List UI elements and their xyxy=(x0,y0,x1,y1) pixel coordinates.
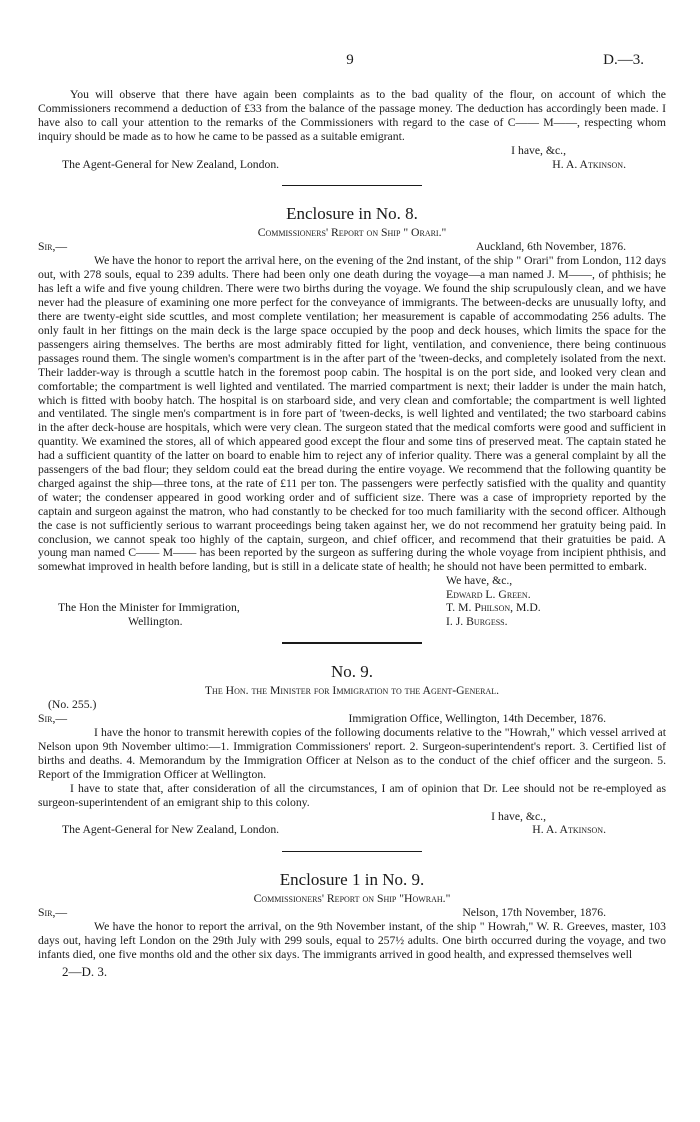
no9-signature: H. A. Atkinson. xyxy=(532,823,606,837)
no9-subtitle: The Hon. the Minister for Immigration to the Agent-General. xyxy=(204,684,500,698)
enclosure1-no9-title: Enclosure 1 in No. 9. xyxy=(279,870,425,890)
section-divider xyxy=(282,642,422,644)
sheet-reference: 2—D. 3. xyxy=(62,964,108,980)
section-divider xyxy=(282,185,422,186)
enclosure8-addressee-line2: Wellington. xyxy=(128,614,183,628)
enclosure8-signatories xyxy=(446,574,666,628)
signatory-name: Edward L. Green. xyxy=(446,587,531,601)
enclosure8-subtitle: Commissioners' Report on Ship " Orari." xyxy=(257,226,447,240)
enclosure8-salutation: Sir,— xyxy=(38,240,68,254)
no9-title: No. 9. xyxy=(330,662,374,682)
enclosure8-title: Enclosure in No. 8. xyxy=(286,204,418,224)
letter1-body: You will observe that there have again been complaints as to the bad quality of the flour, on account of which the Commissioners recommend a deduction of £33 from the balance of the passage money. The deduction has accordingly been made. I have also to call your attention to the remarks of the Commissioners with regard to the case of C—— M——, respecting whom inquiry should be made as to how he came to be passed as a suitable emigrant. xyxy=(38,88,666,143)
enclosure8-addressee-line1: The Hon the Minister for Immigration, xyxy=(58,601,240,615)
enclosure8-addressee xyxy=(38,574,240,628)
letter1-closing: I have, &c., xyxy=(511,143,566,157)
no9-salutation: Sir,— xyxy=(38,712,68,726)
document-reference: D.—3. xyxy=(603,52,644,68)
no9-closing: I have, &c., xyxy=(491,809,546,823)
signatory-name: T. M. Philson, M.D. xyxy=(446,601,541,615)
enclosure1-no9-place-date: Nelson, 17th November, 1876. xyxy=(462,906,606,920)
no9-paragraph: I have to state that, after consideration of all the circumstances, I am of opinion that Dr. Lee should not be re-employed as surgeon-superintendent of an emigrant ship to this colony. xyxy=(38,781,666,809)
page-number: 9 xyxy=(346,52,354,68)
no9-addressee: The Agent-General for New Zealand, London. xyxy=(62,823,280,837)
letter1-signature: H. A. Atkinson. xyxy=(552,157,626,171)
signatory-name: I. J. Burgess. xyxy=(446,614,508,628)
enclosure8-body: We have the honor to report the arrival here, on the evening of the 2nd instant, of the ship " Orari" from London, 112 days out, with 278 souls, equal to 239 adults. There had been only one death during the voyage—a man named J. M——, of phthisis; he has left a wife and five young children. There were two births during the voyage. We found the ship scrupulously clean, and we have never had the pleasure of examining one more perfect for the conveyance of immigrants. The between-decks are unusually lofty, and there are twenty-eight side scuttles, and most complete ventilation; her measurement is capable of accommodating 256 adults. The only fault in her fittings on the main deck is the large space occupied by the poop and deck houses, which limits the space for the passengers airing themselves. The berths are most admirably fitted for light, ventilation, and convenience, there being continuous passages round them. The single women's compartment is in the after part of the 'tween-decks, and completely isolated from the next. Their ladder-way is through a scuttle hatch in the foremost poop cabin. The hospital is on the port side, and looked very clean and comfortable; the compartment is well lighted and ventilated. The married compartment is next; their ladder is under the main hatch, which is fitted with booby hatch. The hospital is on starboard side, and very clean and comfortable; the compartment is well lighted and ventilated. The single men's compartment is in fore part of 'tween-decks, is well lighted and ventilated; the two starboard cabins in the after deck-house are hospitals, which were very clean. The surgeon stated that the medical comforts were good and sufficient in quantity. We examined the stores, all of which appeared good except the flour and some tins of preserved meat. The captain stated he had a sufficient quantity of the latter on board to enable him to reject any of inferior quality. There was a general complaint by all the passengers of the bad flour; they seldom could eat the bread during the entire voyage. We recommend that the following quantity be charged against the ship—three tons, at the rate of £11 per ton. The passengers were perfectly satisfied with the quality and quantity of water; the condenser appeared in good working order and of sufficient size. There was a case of impropriety reported by the captain and surgeon against the matron, who had constantly to be checked for too much familiarity with the second officer. Although the case is not sufficiently serious to warrant proceedings being taken against her, we do not recommend her gratuity being paid. In conclusion, we cannot speak too highly of the captain, surgeon, and chief officer, and recommend that their gratuities be paid. A young man named C—— M—— has been reported by the surgeon as suffering during the whole voyage from incipient phthisis, and somewhat improved in health before landing, but is still in a delicate state of health; he should not have been permitted to embark. xyxy=(38,254,666,574)
letter1-signature-row xyxy=(38,158,666,172)
page-header xyxy=(0,52,700,72)
no9-place-date: Immigration Office, Wellington, 14th December, 1876. xyxy=(348,712,606,726)
enclosure1-no9-body: We have the honor to report the arrival, on the 9th November instant, of the ship " Howrah," W. R. Greeves, master, 103 days out, having left London on the 29th July with 299 souls, equal to 257½ adults. One birth occurred during the voyage, and two infants died, one five months old and the other six days. The immigrants arrived in good health, and expressed themselves well xyxy=(38,920,666,962)
enclosure1-no9-subtitle: Commissioners' Report on Ship "Howrah." xyxy=(253,892,451,906)
no9-reference: (No. 255.) xyxy=(48,698,97,712)
enclosure8-closing: We have, &c., xyxy=(446,574,513,588)
enclosure8-signature-block xyxy=(38,574,666,628)
enclosure8-place-date: Auckland, 6th November, 1876. xyxy=(475,240,626,254)
enclosure8-salutation-row xyxy=(38,240,666,254)
letter1-addressee: The Agent-General for New Zealand, London. xyxy=(62,157,280,171)
no9-salutation-row xyxy=(38,712,666,726)
enclosure1-no9-salutation: Sir,— xyxy=(38,906,68,920)
page-content xyxy=(38,88,666,980)
enclosure1-no9-salutation-row xyxy=(38,906,666,920)
no9-signature-row xyxy=(38,823,666,837)
section-divider xyxy=(282,851,422,852)
no9-paragraph: I have the honor to transmit herewith copies of the following documents relative to the "Howrah," which vessel arrived at Nelson upon 9th November ultimo:—1. Immigration Commissioners' report. 2. Surgeon-superintendent's report. 3. Certified list of births and deaths. 4. Memorandum by the Immigration Officer at Nelson as to the conduct of the chief officer and the surgeon. 5. Report of the Immigration Officer at Wellington. xyxy=(38,726,666,781)
